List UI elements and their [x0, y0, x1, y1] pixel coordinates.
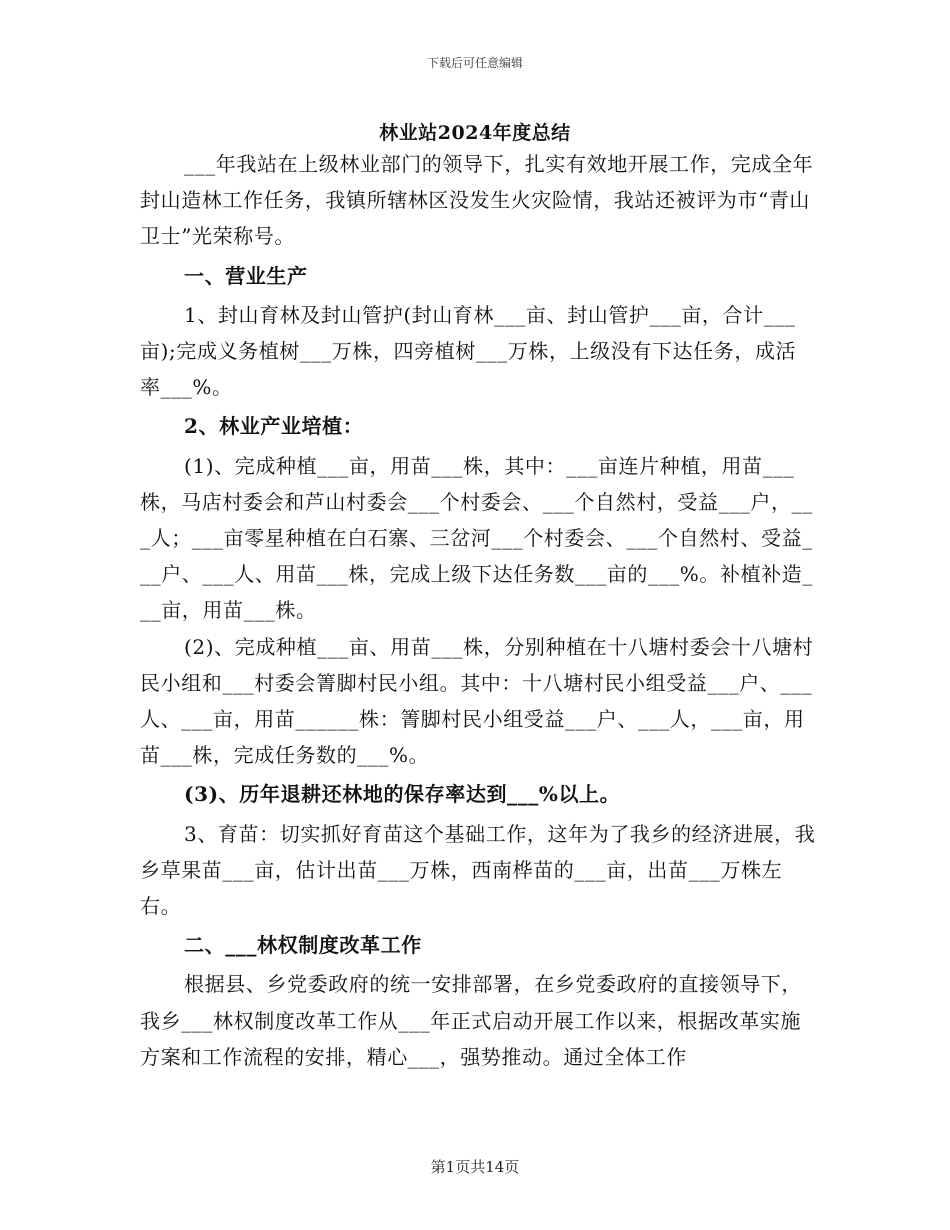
page-number: 第1页共14页 — [430, 1158, 520, 1176]
paragraph-nursery: 3、育苗：切实抓好育苗这个基础工作，这年为了我乡的经济进展，我乡草果苗___亩，估计出苗___万株，西南桦苗的___亩，出苗___万株左右。 — [140, 821, 816, 919]
paragraph-planting-1: (1)、完成种植___亩，用苗___株，其中：___亩连片种植，用苗___株，马店村委会和芦山村委会___个村委会、___个自然村，受益___户，___人；___亩零星种植在白石寨、三岔河___个村委会、___个自然村、受益___户、___人、用苗___株，完成上级下达任务数___亩的___%。补植补造___亩，用苗___株。 — [140, 453, 814, 623]
paragraph-mountain-forest: 1、封山育林及封山管护(封山育林___亩、封山管护___亩，合计___亩);完成义务植树___万株，四旁植树___万株，上级没有下达任务，成活率___%。 — [140, 302, 797, 400]
subheading-industry: 2、林业产业培植： — [184, 414, 364, 439]
paragraph-planting-2: (2)、完成种植___亩、用苗___株，分别种植在十八塘村委会十八塘村民小组和___村委会箐脚村民小组。其中：十八塘村民小组受益___户、___人、___亩，用苗______株：箐脚村民小组受益___户、___人，___亩，用苗___株，完成任务数的___%。 — [140, 634, 814, 768]
section-heading-forest-rights: 二、___林权制度改革工作 — [184, 933, 422, 958]
intro-paragraph: ___年我站在上级林业部门的领导下，扎实有效地开展工作，完成全年封山造林工作任务，我镇所辖林区没发生火灾险情，我站还被评为市“青山卫士”光荣称号。 — [140, 152, 814, 249]
document-body — [140, 146, 816, 1075]
paragraph-retention-rate: (3)、历年退耕还林地的保存率达到___%以上。 — [184, 782, 621, 807]
paragraph-reform: 根据县、乡党委政府的统一安排部署，在乡党委政府的直接领导下，我乡___林权制度改革工作从___年正式启动开展工作以来，根据改革实施方案和工作流程的安排，精心___，强势推动。通过全体工作 — [140, 972, 802, 1069]
document-title: 林业站2024年度总结 — [379, 122, 571, 144]
section-heading-production: 一、营业生产 — [184, 263, 308, 288]
download-note: 下载后可任意编辑 — [426, 56, 523, 70]
